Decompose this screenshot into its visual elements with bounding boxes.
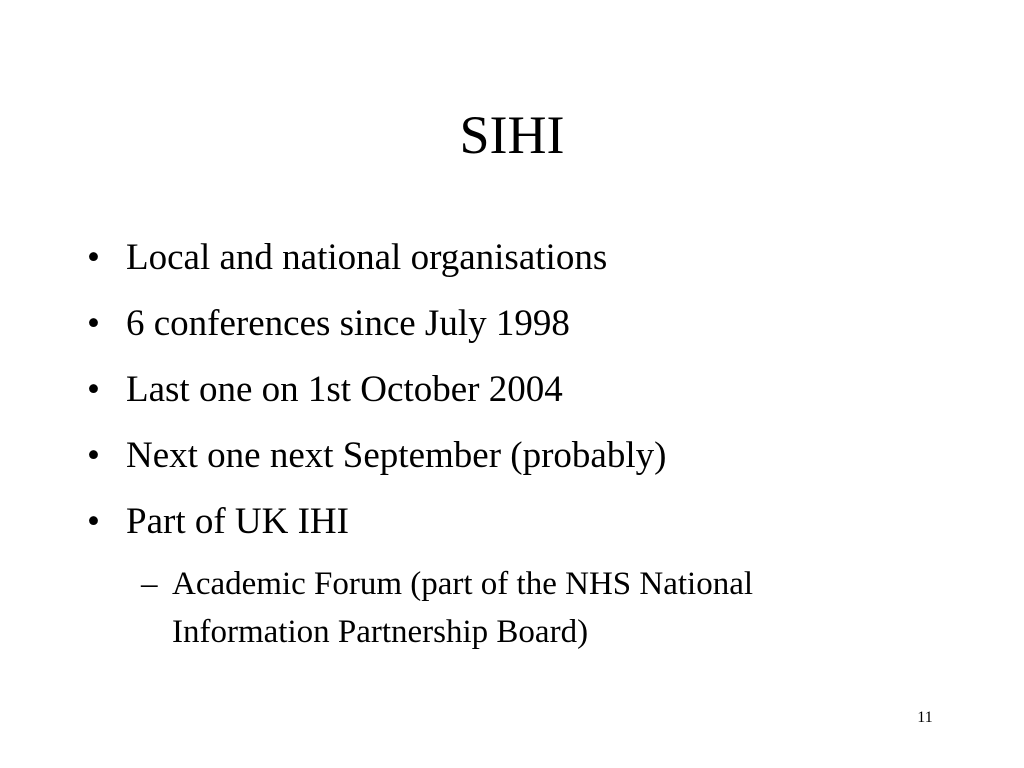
bullet-item [0,428,1024,494]
sub-bullet-marker: – [141,566,158,602]
page-number: 11 [917,709,933,726]
bullet-text: 6 conferences since July 1998 [126,303,570,344]
bullet-marker: • [87,435,100,476]
bullet-marker: • [87,237,100,278]
bullet-marker: • [87,501,100,542]
bullet-marker: • [87,303,100,344]
bullet-marker: • [87,369,100,410]
bullet-item [0,296,1024,362]
bullet-item [0,362,1024,428]
bullet-text: Part of UK IHI [126,501,349,542]
bullet-list [0,230,1024,560]
bullet-item [0,230,1024,296]
slide-title: SIHI [459,105,565,165]
bullet-text: Local and national organisations [126,237,608,278]
bullet-item [0,494,1024,560]
bullet-text: Last one on 1st October 2004 [126,369,563,410]
sub-bullet-text: Academic Forum (part of the NHS National Information Partnership Board) [172,566,754,650]
bullet-text: Next one next September (probably) [126,435,667,476]
